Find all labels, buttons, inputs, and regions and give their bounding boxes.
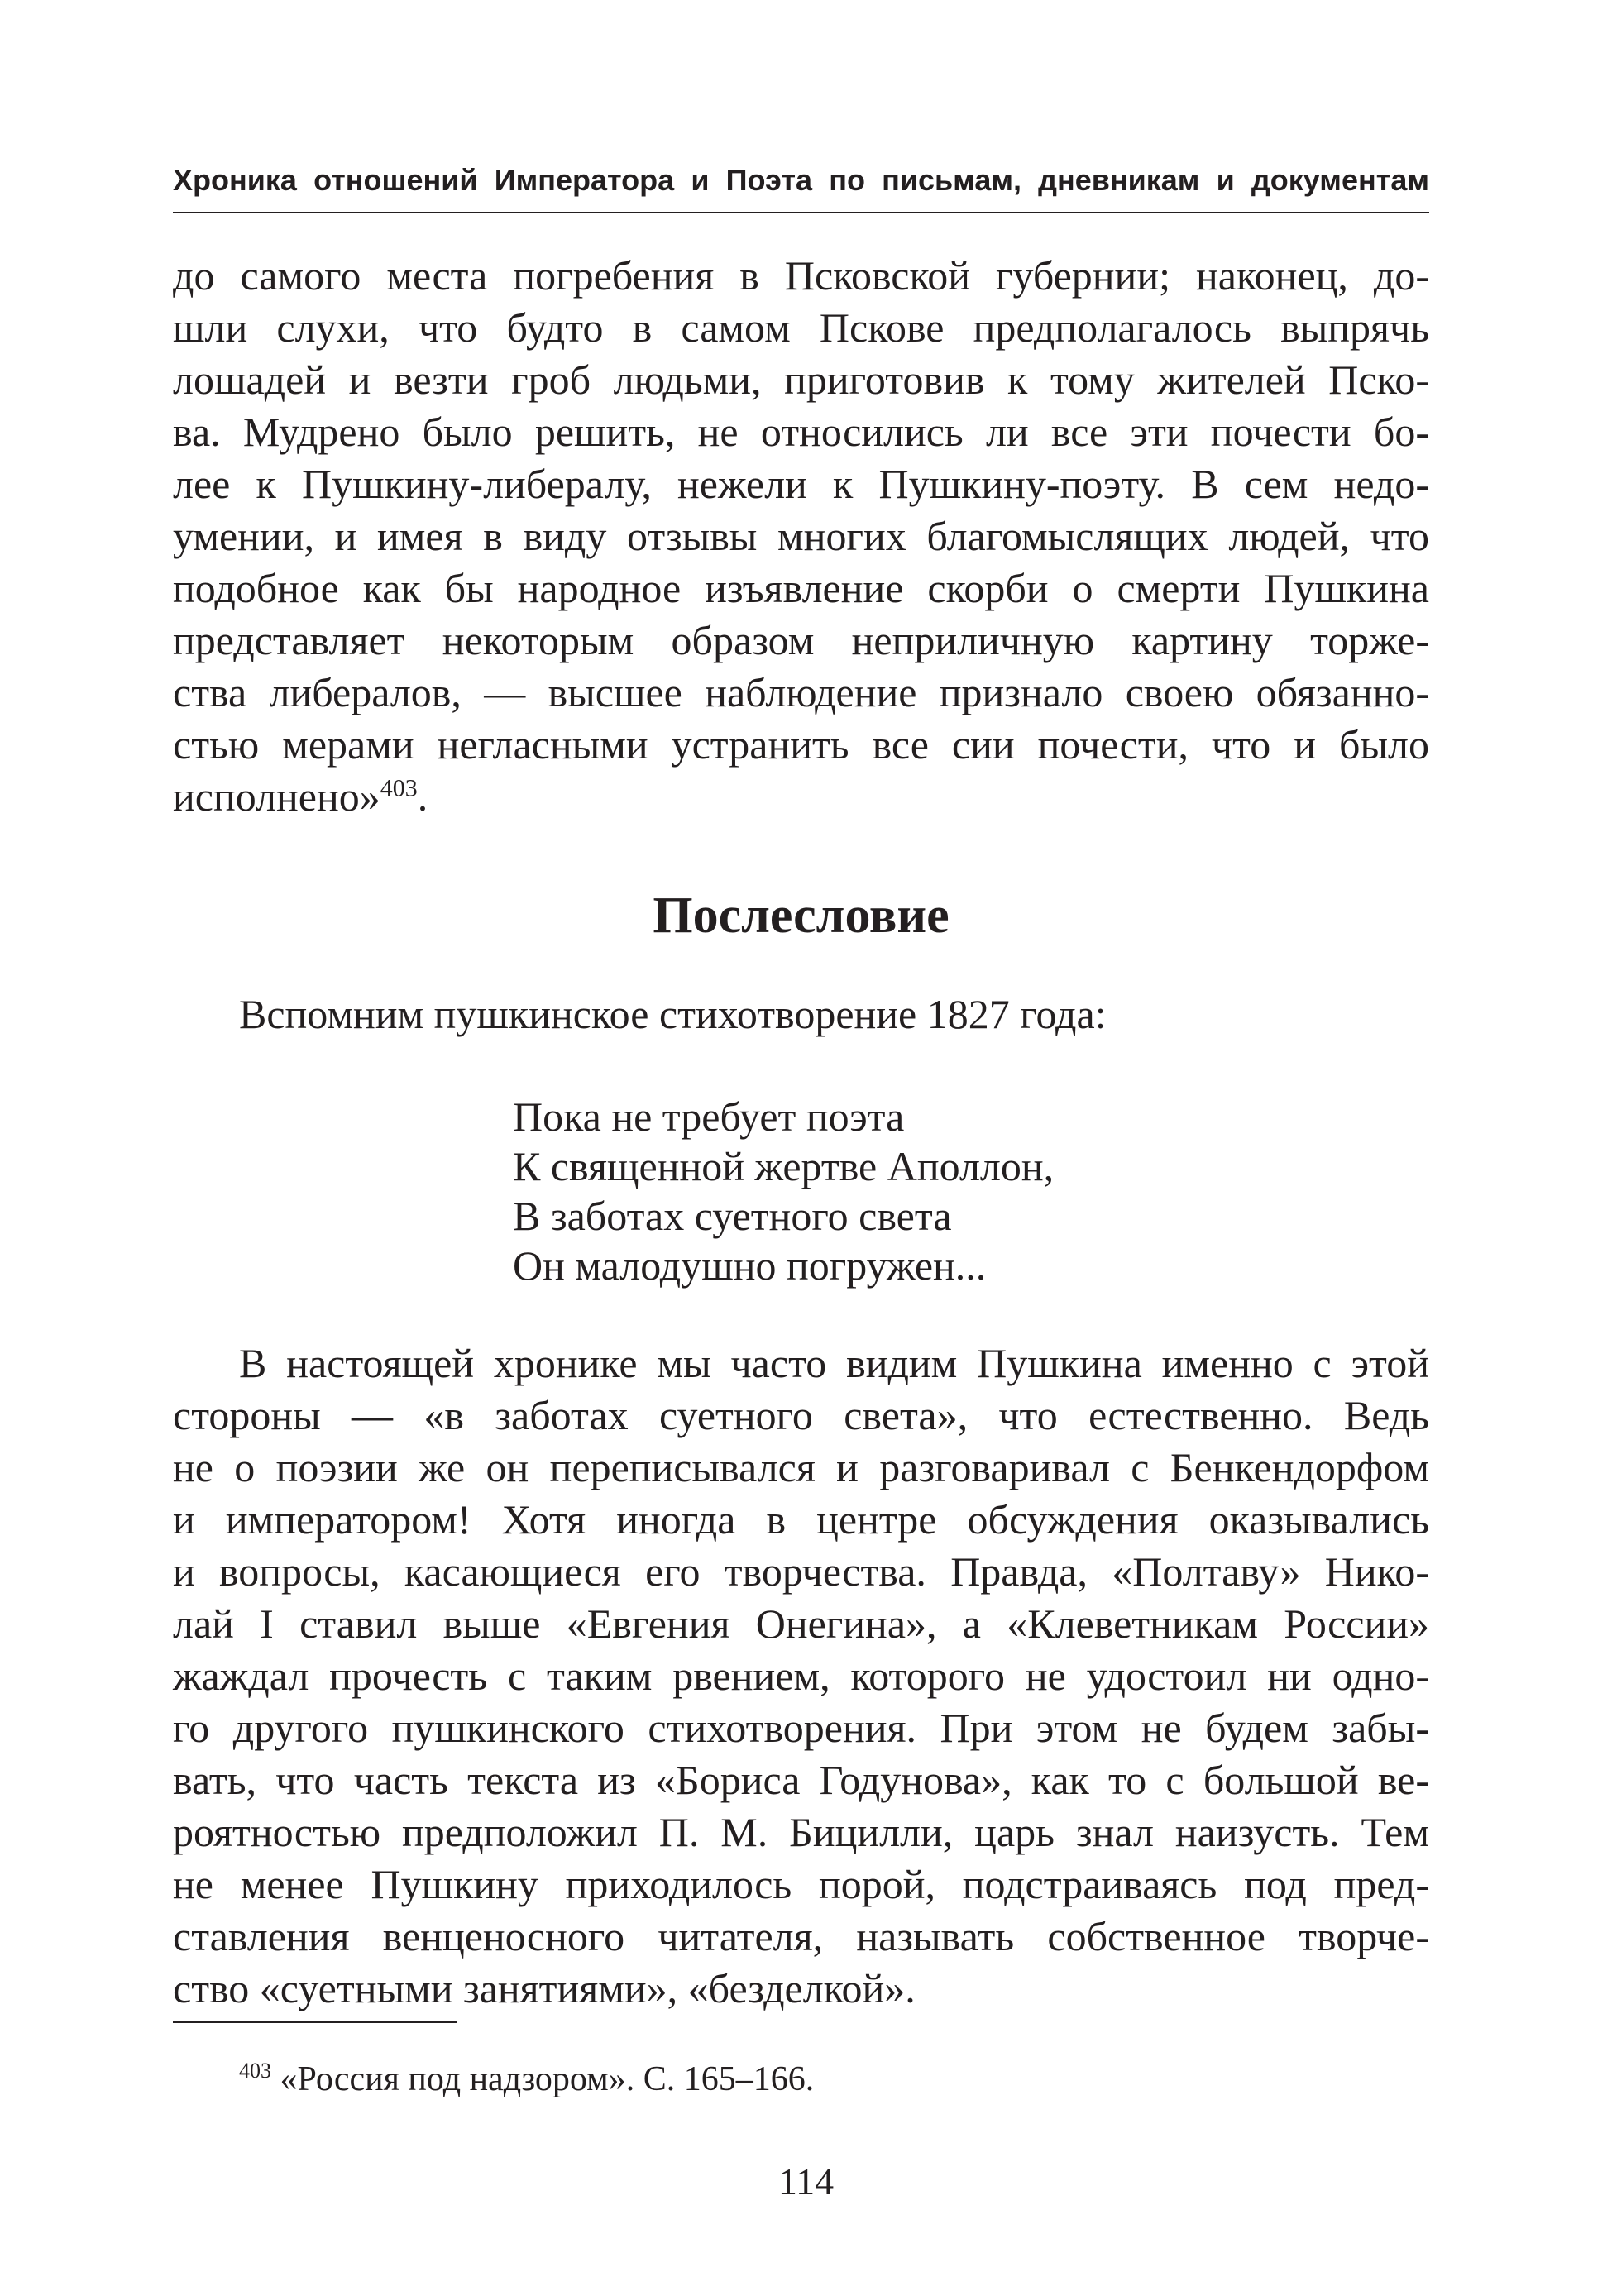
text-line: го другого пушкинского стихотворения. При этом не будем забы- bbox=[173, 1705, 1429, 1751]
footnote-text: «Россия под надзором». С. 165–166. bbox=[280, 2060, 815, 2098]
text: исполнено» bbox=[173, 773, 380, 820]
header-rule bbox=[173, 212, 1429, 213]
poem-line: В заботах суетного света bbox=[513, 1193, 952, 1239]
section-title: Послесловие bbox=[653, 887, 950, 944]
poem-line: Он малодушно погружен... bbox=[513, 1242, 987, 1289]
text-line-last bbox=[173, 771, 1429, 823]
text-line: роятностью предположил П. М. Бицилли, царь знал наизусть. Тем bbox=[173, 1809, 1429, 1855]
text-line: лее к Пушкину-либералу, нежели к Пушкину-поэту. В сем недо- bbox=[173, 461, 1429, 507]
text-line: до самого места погребения в Псковской губернии; наконец, до- bbox=[173, 252, 1429, 299]
text-line: и императором! Хотя иногда в центре обсуждения оказывались bbox=[173, 1496, 1429, 1543]
footnote-separator bbox=[173, 2021, 457, 2023]
footnote bbox=[239, 2056, 814, 2102]
poem-intro: Вспомним пушкинское стихотворение 1827 года: bbox=[239, 991, 1107, 1037]
text-line-last: ство «суетными занятиями», «безделкой». bbox=[173, 1965, 916, 2011]
poem-line: Пока не требует поэта bbox=[513, 1093, 905, 1140]
text-line: не о поэзии же он переписывался и разговаривал с Бенкендорфом bbox=[173, 1444, 1429, 1490]
text-line: ва. Мудрено было решить, не относились ли все эти почести бо- bbox=[173, 409, 1429, 455]
footnote-number: 403 bbox=[239, 2059, 271, 2083]
paragraph-2 bbox=[173, 1337, 1429, 2015]
text-line: ства либералов, — высшее наблюдение признало своею обязанно- bbox=[173, 669, 1429, 715]
poem-quote bbox=[513, 1092, 1054, 1290]
text-line: не менее Пушкину приходилось порой, подстраиваясь под пред- bbox=[173, 1861, 1429, 1907]
text-line: стороны — «в заботах суетного света», что естественно. Ведь bbox=[173, 1392, 1429, 1438]
running-header: Хроника отношений Императора и Поэта по письмам, дневникам и документам bbox=[173, 163, 1429, 197]
paragraph-1 bbox=[173, 250, 1429, 823]
text-line: стью мерами негласными устранить все сии почести, что и было bbox=[173, 721, 1429, 768]
text-line: шли слухи, что будто в самом Пскове предполагалось выпрячь bbox=[173, 304, 1429, 351]
period: . bbox=[417, 773, 428, 820]
text-line: жаждал прочесть с таким рвением, которого не удостоил ни одно- bbox=[173, 1653, 1429, 1699]
poem-line: К священной жертве Аполлон, bbox=[513, 1143, 1055, 1189]
text-line: В настоящей хронике мы часто видим Пушкина именно с этой bbox=[239, 1340, 1429, 1386]
text-line: умении, и имея в виду отзывы многих благомыслящих людей, что bbox=[173, 513, 1429, 559]
text-line: представляет некоторым образом неприличную картину торже- bbox=[173, 617, 1429, 663]
text-line: ставления венценосного читателя, называть собственное творче- bbox=[173, 1913, 1429, 1959]
text-line: лошадей и везти гроб людьми, приготовив к тому жителей Пско- bbox=[173, 356, 1429, 403]
page-number: 114 bbox=[777, 2160, 835, 2203]
text-line: и вопросы, касающиеся его творчества. Правда, «Полтаву» Нико- bbox=[173, 1548, 1429, 1595]
text-line: подобное как бы народное изъявление скорби о смерти Пушкина bbox=[173, 565, 1429, 611]
text-line: вать, что часть текста из «Бориса Годунова», как то с большой ве- bbox=[173, 1757, 1429, 1803]
text-line: лай I ставил выше «Евгения Онегина», а «Клеветникам России» bbox=[173, 1600, 1429, 1647]
footnote-reference[interactable]: 403 bbox=[380, 774, 418, 802]
